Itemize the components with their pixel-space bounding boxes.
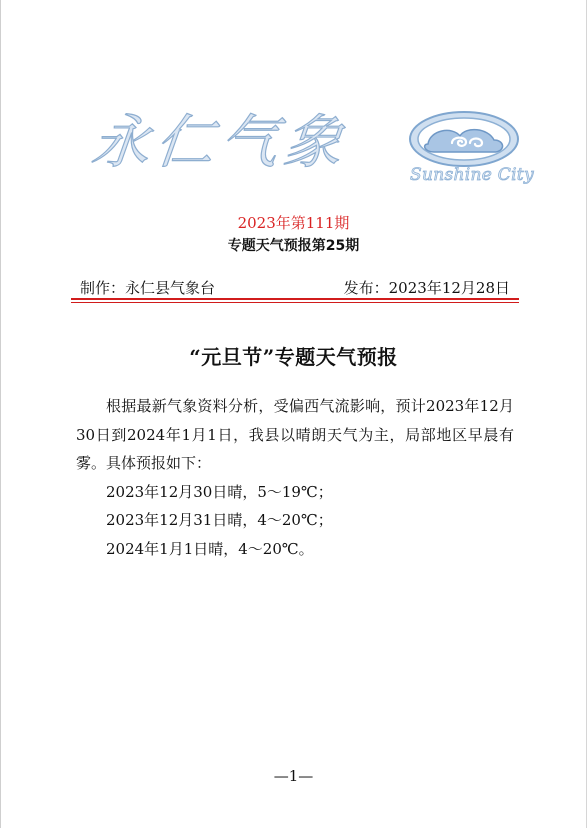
publish-date: 发布：2023年12月28日 <box>343 279 510 297</box>
page-number: —1— <box>273 767 314 785</box>
masthead-title: 永仁气象 <box>88 108 352 176</box>
logo-text: Sunshine City <box>410 165 534 185</box>
masthead <box>0 95 587 205</box>
forecast-line: 2023年12月30日晴，5～19℃； <box>106 482 333 501</box>
issue-subtitle: 专题天气预报第25期 <box>227 238 360 254</box>
forecast-line: 2023年12月31日晴，4～20℃； <box>106 511 333 529</box>
document-title: “元旦节”专题天气预报 <box>189 345 398 369</box>
issue-number: 2023年第111期 <box>237 214 350 232</box>
header-rule-thin <box>71 302 519 303</box>
intro-paragraph: 根据最新气象资料分析，受偏西气流影响，预计2023年12月30日到2024年1月1日，我县以晴朗天气为主，局部地区早晨有雾。具体预报如下： <box>76 397 514 472</box>
forecast-line: 2024年1月1日晴，4～20℃。 <box>106 539 314 558</box>
cloud-swirl-logo-icon <box>408 110 520 168</box>
header-rule-thick <box>71 298 519 300</box>
meta-row <box>76 277 512 297</box>
producer-label: 制作：永仁县气象台 <box>80 279 216 297</box>
document-body <box>76 392 514 563</box>
